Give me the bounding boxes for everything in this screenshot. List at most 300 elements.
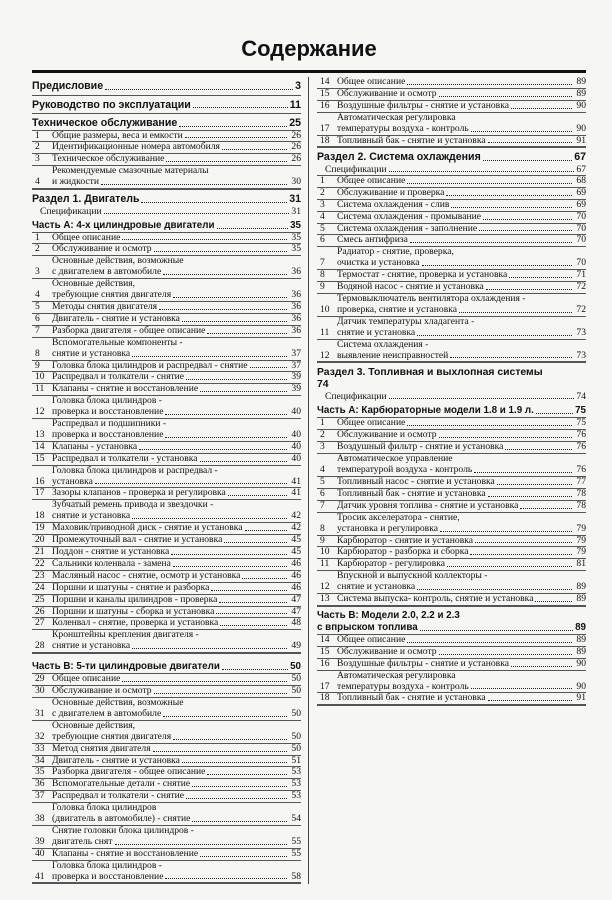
- spec-label: Спецификации: [325, 163, 387, 175]
- entry-text: [337, 489, 586, 500]
- spec-label: Спецификации: [40, 205, 102, 217]
- entry-last-line: [52, 233, 301, 244]
- entry-number: 31: [35, 707, 45, 719]
- entry-text: [337, 89, 586, 100]
- leader-dots: [245, 530, 288, 531]
- leader-dots: [535, 601, 572, 602]
- page-number: 40: [291, 452, 301, 464]
- leader-dots: [186, 379, 287, 380]
- entry-last-line: [337, 536, 586, 547]
- leader-dots: [407, 642, 572, 643]
- entry-line: температурой воздуха - контроль: [337, 464, 473, 476]
- entry-line: Система охлаждения - заполнение: [337, 222, 478, 234]
- entry-number: 14: [35, 440, 45, 452]
- leader-dots: [417, 335, 572, 336]
- entry-number: 8: [35, 347, 40, 359]
- page-number: 48: [291, 617, 301, 629]
- toc-entry: [317, 594, 586, 606]
- entry-last-line: [52, 607, 301, 618]
- page-number: 91: [576, 134, 586, 146]
- entry-line: Головка блока цилиндров: [52, 802, 157, 814]
- entry-last-line: [52, 837, 301, 848]
- leader-dots: [139, 449, 287, 450]
- entry-number: 18: [35, 510, 45, 522]
- entry-line: Топливный бак - снятие и установка: [337, 487, 486, 499]
- page-number: 69: [576, 198, 586, 210]
- entry-last-line: [337, 547, 586, 558]
- toc-entry: [32, 698, 301, 721]
- page-number: 46: [291, 557, 301, 569]
- leader-dots: [159, 309, 287, 310]
- leader-dots: [450, 357, 572, 358]
- entry-last-line: [337, 282, 586, 293]
- entry-number: 33: [35, 742, 45, 754]
- page-number: 53: [291, 766, 301, 778]
- leader-dots: [165, 878, 287, 879]
- entry-number: 27: [35, 617, 45, 629]
- entry-text: [337, 693, 586, 704]
- page-number: 42: [291, 522, 301, 534]
- entry-last-line: [337, 465, 586, 476]
- page-number: 36: [291, 324, 301, 336]
- entry-text: [52, 861, 301, 883]
- toc-entry: [317, 188, 586, 200]
- leader-dots: [505, 449, 572, 450]
- leader-dots: [173, 566, 287, 567]
- leader-dots: [511, 666, 572, 667]
- part-label: Часть А: 4-х цилиндровые двигатели: [32, 219, 215, 231]
- entry-line: Кронштейны крепления двигателя -: [52, 629, 199, 641]
- entry-last-line: [52, 744, 301, 755]
- page-number: 36: [291, 266, 301, 278]
- entry-text: [52, 396, 301, 418]
- entry-list: [32, 130, 301, 191]
- entry-last-line: [52, 511, 301, 522]
- entry-number: 16: [320, 99, 330, 111]
- entry-line: Распредвал и толкатели - установка: [52, 452, 198, 464]
- entry-number: 20: [35, 534, 45, 546]
- entry-text: [52, 618, 301, 629]
- entry-number: 15: [320, 645, 330, 657]
- leader-dots: [389, 171, 575, 172]
- leader-dots: [509, 277, 572, 278]
- page-number: 50: [291, 707, 301, 719]
- entry-list: [317, 634, 586, 706]
- entry-text: [337, 594, 586, 605]
- entry-line: (двигатель в автомобиле) - снятие: [52, 813, 191, 825]
- entry-text: [337, 247, 586, 269]
- entry-text: [337, 340, 586, 362]
- page-number: 73: [576, 349, 586, 361]
- entry-text: [52, 547, 301, 558]
- entry-text: [337, 647, 586, 658]
- page-number: 69: [576, 186, 586, 198]
- page-number: 40: [291, 406, 301, 418]
- entry-text: [337, 101, 586, 112]
- entry-line: и жидкости: [52, 176, 99, 188]
- entry-line: требующие снятия двигателя: [52, 730, 172, 742]
- leader-dots: [207, 333, 287, 334]
- leader-dots: [165, 414, 287, 415]
- entry-text: [52, 630, 301, 652]
- entry-line: Снятие головки блока цилиндров -: [52, 824, 194, 836]
- leader-dots: [446, 195, 572, 196]
- entry-last-line: [52, 849, 301, 860]
- leader-dots: [439, 654, 573, 655]
- page-number: 50: [291, 730, 301, 742]
- toc-entry: [317, 647, 586, 659]
- entry-line: температуры воздуха - контроль: [337, 122, 469, 134]
- entry-text: [337, 282, 586, 293]
- entry-text: [337, 418, 586, 429]
- entry-text: [337, 477, 586, 488]
- entry-last-line: [52, 142, 301, 153]
- entry-text: [337, 188, 586, 199]
- entry-line: Система охлаждения -: [337, 338, 429, 350]
- entry-last-line: [337, 693, 586, 704]
- entry-text: [52, 256, 301, 278]
- leader-dots: [224, 542, 287, 543]
- page-number: 54: [291, 813, 301, 825]
- page-number: 41: [291, 475, 301, 487]
- entry-line: Система выпуска- контроль, снятие и установка: [337, 593, 534, 605]
- entry-last-line: [337, 559, 586, 570]
- entry-number: 15: [320, 87, 330, 99]
- entry-text: [52, 166, 301, 188]
- entry-last-line: [337, 635, 586, 646]
- entry-line: Распредвал и подшипники -: [52, 418, 167, 430]
- leader-dots: [115, 844, 288, 845]
- leader-dots: [104, 213, 290, 214]
- page-number: 79: [576, 534, 586, 546]
- entry-number: 3: [35, 266, 40, 278]
- page-number: 77: [576, 475, 586, 487]
- entry-line: Распредвал и толкатели - снятие: [52, 371, 185, 383]
- entry-number: 22: [35, 557, 45, 569]
- leader-dots: [192, 821, 287, 822]
- entry-text: [52, 454, 301, 465]
- toc-entry: [32, 326, 301, 338]
- entry-text: [52, 279, 301, 301]
- entry-number: 16: [35, 475, 45, 487]
- entry-last-line: [337, 659, 586, 670]
- toc-part-b: [317, 610, 586, 634]
- entry-text: [52, 559, 301, 570]
- entry-number: 37: [35, 790, 45, 802]
- entry-line: Промежуточный вал - снятие и установка: [52, 534, 223, 546]
- entry-last-line: [52, 583, 301, 594]
- page-number: 89: [575, 621, 586, 633]
- page-number: 11: [289, 98, 301, 111]
- entry-number: 13: [320, 593, 330, 605]
- entry-line: Двигатель - снятие и установка: [52, 312, 180, 324]
- entry-line: Методы снятия двигателя: [52, 300, 158, 312]
- entry-text: [337, 200, 586, 211]
- leader-dots: [471, 688, 573, 689]
- entry-line: температуры воздуха - контроль: [337, 680, 469, 692]
- toc-entry: [32, 166, 301, 189]
- toc-entry: [32, 744, 301, 756]
- toc-entry: [32, 803, 301, 826]
- leader-dots: [200, 461, 288, 462]
- entry-text: [52, 791, 301, 802]
- page-number: 50: [290, 661, 301, 673]
- page-number: 70: [576, 210, 586, 222]
- page-number: 89: [576, 633, 586, 645]
- entry-number: 3: [35, 153, 40, 165]
- leader-dots: [216, 613, 287, 614]
- entry-text: [52, 779, 301, 790]
- leader-dots: [410, 242, 572, 243]
- entry-text: [337, 430, 586, 441]
- entry-line: Техническое обслуживание: [52, 153, 165, 165]
- entry-number: 2: [35, 243, 40, 255]
- entry-text: [52, 686, 301, 697]
- entry-number: 9: [35, 359, 40, 371]
- entry-number: 6: [320, 487, 325, 499]
- toc-entry: [32, 630, 301, 653]
- leader-dots: [420, 630, 573, 631]
- entry-number: 8: [320, 522, 325, 534]
- entry-line: с двигателем в автомобиле: [52, 707, 162, 719]
- entry-text: [52, 535, 301, 546]
- entry-last-line: [337, 489, 586, 500]
- leader-dots: [122, 681, 287, 682]
- entry-line: Клапаны - снятие и восстановление: [52, 847, 199, 859]
- toc-entry: [32, 419, 301, 442]
- entry-number: 4: [320, 464, 325, 476]
- entry-text: [52, 338, 301, 360]
- entry-last-line: [52, 767, 301, 778]
- entry-text: [52, 302, 301, 313]
- entry-last-line: [337, 235, 586, 246]
- leader-dots: [422, 265, 573, 266]
- page-number: 45: [291, 546, 301, 557]
- entry-number: 6: [320, 234, 325, 246]
- entry-line: Поддон - снятие и установка: [52, 546, 170, 557]
- entry-number: 24: [35, 581, 45, 593]
- entry-text: [52, 314, 301, 325]
- entry-text: [52, 384, 301, 395]
- toc-entry: [32, 826, 301, 849]
- entry-last-line: [52, 442, 301, 453]
- entry-last-line: [337, 430, 586, 441]
- page-number: 75: [576, 417, 586, 429]
- entry-text: [52, 595, 301, 606]
- toc-entry: [317, 294, 586, 317]
- toc-entry: [32, 442, 301, 454]
- entry-text: [52, 803, 301, 825]
- entry-text: [337, 235, 586, 246]
- page-number: 55: [291, 835, 301, 847]
- entry-line: с двигателем в автомобиле: [52, 266, 162, 278]
- page-number: 89: [576, 76, 586, 87]
- toc-heading-section-2: [317, 151, 586, 164]
- toc-entry: [317, 513, 586, 536]
- toc-specifications: [32, 206, 301, 217]
- leader-dots: [166, 161, 287, 162]
- page-number: 3: [295, 80, 301, 92]
- entry-text: [52, 674, 301, 685]
- page-number: 53: [291, 778, 301, 790]
- page-number: 36: [291, 312, 301, 324]
- entry-line: снятие и установка: [52, 640, 131, 652]
- leader-dots: [200, 856, 287, 857]
- toc-entry: [32, 279, 301, 302]
- entry-last-line: [52, 430, 301, 441]
- entry-line: Метод снятия двигателя: [52, 742, 151, 754]
- entry-number: 3: [320, 441, 325, 453]
- entry-number: 13: [35, 428, 45, 440]
- entry-last-line: [52, 361, 301, 372]
- entry-last-line: [52, 535, 301, 546]
- leader-dots: [217, 228, 289, 229]
- entry-last-line: [52, 154, 301, 165]
- leader-dots: [470, 554, 572, 555]
- entry-line: Автоматическое управление: [337, 453, 453, 465]
- page-number: 47: [291, 593, 301, 605]
- entry-line: проверка и восстановление: [52, 428, 164, 440]
- entry-last-line: [52, 732, 301, 743]
- toc-entry: [317, 571, 586, 594]
- entry-line: Головка блока цилиндров и распредвал - снятие: [52, 359, 248, 371]
- toc-entry: [32, 314, 301, 326]
- entry-number: 1: [35, 231, 40, 243]
- entry-text: [337, 270, 586, 281]
- page-number: 81: [576, 558, 586, 570]
- page-number: 76: [576, 464, 586, 476]
- leader-dots: [165, 437, 287, 438]
- entry-last-line: [337, 136, 586, 147]
- entry-last-line: [52, 302, 301, 313]
- entry-last-line: [337, 328, 586, 339]
- entry-last-line: [52, 791, 301, 802]
- leader-dots: [211, 590, 287, 591]
- entry-text: [52, 607, 301, 618]
- page-number: 67: [574, 151, 586, 164]
- entry-text: [52, 233, 301, 244]
- entry-list: [317, 175, 586, 364]
- toc-entry: [317, 340, 586, 363]
- toc-entry: [32, 721, 301, 744]
- entry-line: Головка блока цилиндров -: [52, 859, 162, 871]
- page-number: 67: [576, 163, 586, 175]
- toc-entry: [317, 693, 586, 705]
- entry-number: 9: [320, 534, 325, 546]
- page-number: 74: [576, 391, 586, 403]
- entry-line: требующие снятия двигателя: [52, 289, 172, 301]
- entry-last-line: [52, 547, 301, 558]
- entry-number: 32: [35, 730, 45, 742]
- entry-text: [52, 698, 301, 720]
- entry-line: Общее описание: [337, 76, 406, 87]
- entry-last-line: [337, 258, 586, 269]
- leader-dots: [154, 251, 288, 252]
- entry-text: [337, 671, 586, 693]
- left-column: [32, 77, 309, 884]
- entry-last-line: [337, 176, 586, 187]
- entry-number: 10: [320, 546, 330, 558]
- leader-dots: [179, 126, 287, 127]
- toc-columns: [32, 77, 586, 884]
- entry-number: 10: [35, 371, 45, 383]
- leader-dots: [219, 602, 287, 603]
- leader-dots: [440, 531, 572, 532]
- entry-line: Впускной и выпускной коллекторы -: [337, 570, 488, 582]
- entry-line: Вспомогательные детали - снятие: [52, 778, 191, 790]
- entry-text: [52, 500, 301, 522]
- page-number: 91: [576, 692, 586, 704]
- page-number: 36: [291, 300, 301, 312]
- leader-dots: [153, 751, 288, 752]
- leader-dots: [488, 142, 573, 143]
- leader-dots: [186, 798, 287, 799]
- toc-entry: [32, 396, 301, 419]
- entry-last-line: [52, 872, 301, 883]
- page-number: 47: [291, 605, 301, 617]
- leader-dots: [474, 472, 572, 473]
- entry-text: [52, 142, 301, 153]
- entry-line: Поршни и шатуны - снятие и разборка: [52, 581, 210, 593]
- entry-line: Датчик температуры хладагента -: [337, 315, 475, 327]
- leader-dots: [132, 356, 287, 357]
- leader-dots: [185, 137, 288, 138]
- leader-dots: [182, 321, 287, 322]
- entry-last-line: [337, 682, 586, 693]
- entry-line: Автоматическая регулировка: [337, 669, 456, 681]
- entry-text: [52, 721, 301, 743]
- leader-dots: [222, 149, 287, 150]
- entry-number: 6: [35, 312, 40, 324]
- toc-entry: [317, 317, 586, 340]
- page-number: 68: [576, 174, 586, 186]
- page-number: 51: [291, 754, 301, 766]
- leader-dots: [163, 274, 287, 275]
- leader-dots: [483, 160, 572, 161]
- entry-number: 26: [35, 605, 45, 617]
- entry-last-line: [52, 290, 301, 301]
- page-number: 71: [576, 269, 586, 281]
- leader-dots: [163, 716, 287, 717]
- page-number: 31: [291, 205, 301, 217]
- heading-label: Раздел 3. Топливная и выхлопная системы: [317, 367, 543, 379]
- entry-last-line: [337, 188, 586, 199]
- page-number: 46: [291, 569, 301, 581]
- page-number: 74: [317, 379, 329, 391]
- leader-dots: [105, 89, 293, 90]
- entry-text: [337, 536, 586, 547]
- entry-number: 5: [35, 300, 40, 312]
- entry-last-line: [52, 779, 301, 790]
- leader-dots: [497, 484, 573, 485]
- entry-last-line: [52, 384, 301, 395]
- entry-text: [52, 361, 301, 372]
- entry-last-line: [337, 647, 586, 658]
- entry-line: Датчик уровня топлива - снятие и установка: [337, 499, 519, 511]
- toc-part-a: [317, 405, 586, 417]
- leader-dots: [173, 739, 287, 740]
- page-number: 89: [576, 581, 586, 593]
- entry-number: 2: [320, 186, 325, 198]
- entry-last-line: [52, 372, 301, 383]
- leader-dots: [192, 786, 287, 787]
- entry-line: Карбюратор - разборка и сборка: [337, 546, 469, 558]
- entry-last-line: [52, 349, 301, 360]
- toc-entry: [32, 861, 301, 884]
- title-rule: [32, 70, 586, 73]
- page-number: 31: [289, 193, 301, 206]
- page-number: 73: [576, 326, 586, 338]
